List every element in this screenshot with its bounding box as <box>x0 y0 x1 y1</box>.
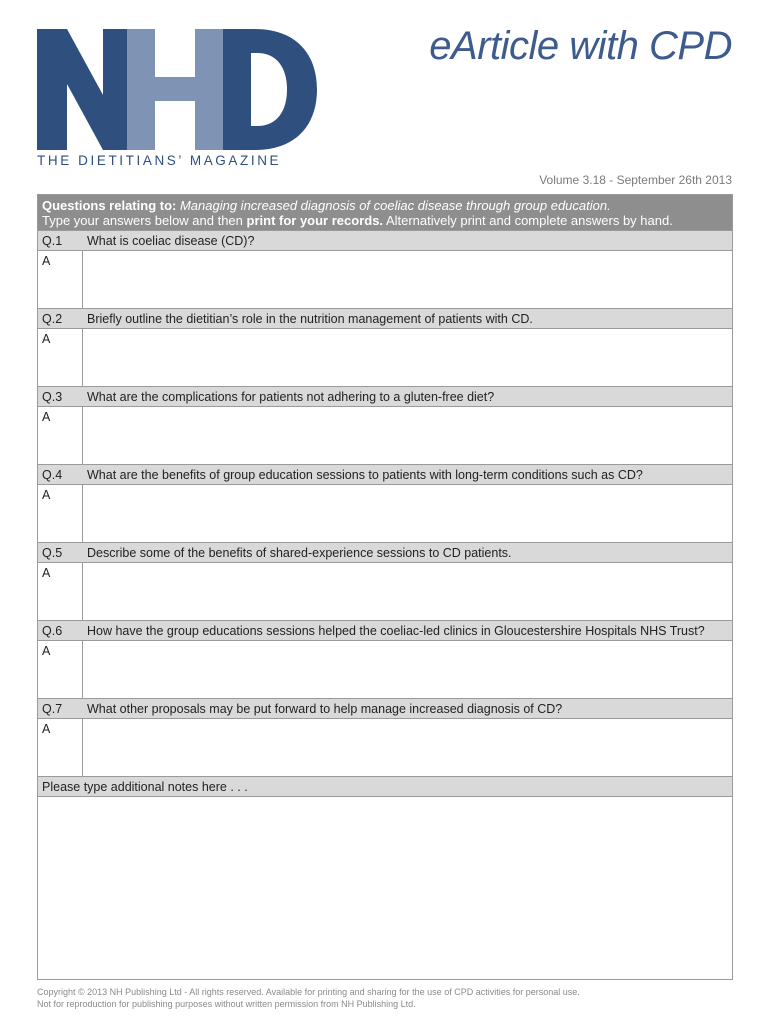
answer-label: A <box>38 719 83 776</box>
question-text: Briefly outline the dietitian’s role in the nutrition management of patients with CD. <box>87 311 533 326</box>
question-text: Describe some of the benefits of shared-experience sessions to CD patients. <box>87 545 512 560</box>
answer-row-6 <box>38 640 732 698</box>
answer-row-5 <box>38 562 732 620</box>
answer-row-2 <box>38 328 732 386</box>
intro-label: Questions relating to: <box>42 198 177 213</box>
intro-instruction-pre: Type your answers below and then <box>42 213 247 228</box>
footer-line-2: Not for reproduction for publishing purposes without written permission from NH Publishing Ltd. <box>37 999 416 1009</box>
question-row-4 <box>38 464 732 484</box>
question-text: What other proposals may be put forward to help manage increased diagnosis of CD? <box>87 701 563 716</box>
answer-row-3 <box>38 406 732 464</box>
question-row-3 <box>38 386 732 406</box>
question-row-2 <box>38 308 732 328</box>
intro-instruction-post: Alternatively print and complete answers by hand. <box>383 213 673 228</box>
answer-field-1[interactable] <box>83 251 732 308</box>
question-text: How have the group educations sessions helped the coeliac-led clinics in Gloucestershire Hospitals NHS Trust? <box>87 623 705 638</box>
question-text: What are the benefits of group education sessions to patients with long-term conditions such as CD? <box>87 467 643 482</box>
question-row-5 <box>38 542 732 562</box>
answer-row-7 <box>38 718 732 776</box>
question-number: Q.2 <box>42 311 63 326</box>
question-row-7 <box>38 698 732 718</box>
notes-label: Please type additional notes here . . . <box>38 776 732 796</box>
answer-field-3[interactable] <box>83 407 732 464</box>
answer-label: A <box>38 251 83 308</box>
answer-row-1 <box>38 250 732 308</box>
question-text: What are the complications for patients not adhering to a gluten-free diet? <box>87 389 495 404</box>
answer-label: A <box>38 641 83 698</box>
question-text: What is coeliac disease (CD)? <box>87 233 255 248</box>
answer-field-6[interactable] <box>83 641 732 698</box>
question-number: Q.7 <box>42 701 63 716</box>
answer-field-7[interactable] <box>83 719 732 776</box>
question-number: Q.4 <box>42 467 63 482</box>
answer-label: A <box>38 485 83 542</box>
copyright-footer <box>37 986 580 1010</box>
volume-date: Volume 3.18 - September 26th 2013 <box>539 173 732 187</box>
question-number: Q.6 <box>42 623 63 638</box>
cpd-question-form <box>37 194 733 980</box>
answer-label: A <box>38 563 83 620</box>
form-intro <box>38 195 732 230</box>
intro-topic: Managing increased diagnosis of coeliac disease through group education. <box>179 198 611 213</box>
document-title: eArticle with CPD <box>429 24 732 68</box>
magazine-tagline: THE DIETITIANS’ MAGAZINE <box>37 153 282 168</box>
footer-line-1: Copyright © 2013 NH Publishing Ltd - All rights reserved. Available for printing and sharing for the use of CPD activities for personal use. <box>37 987 580 997</box>
answer-field-5[interactable] <box>83 563 732 620</box>
answer-label: A <box>38 407 83 464</box>
answer-row-4 <box>38 484 732 542</box>
answer-field-4[interactable] <box>83 485 732 542</box>
nhd-logo <box>37 29 317 150</box>
question-number: Q.3 <box>42 389 63 404</box>
question-row-1 <box>38 230 732 250</box>
notes-field[interactable] <box>38 796 732 984</box>
answer-label: A <box>38 329 83 386</box>
intro-instruction-bold: print for your records. <box>246 213 384 228</box>
question-row-6 <box>38 620 732 640</box>
question-number: Q.5 <box>42 545 63 560</box>
answer-field-2[interactable] <box>83 329 732 386</box>
question-number: Q.1 <box>42 233 63 248</box>
